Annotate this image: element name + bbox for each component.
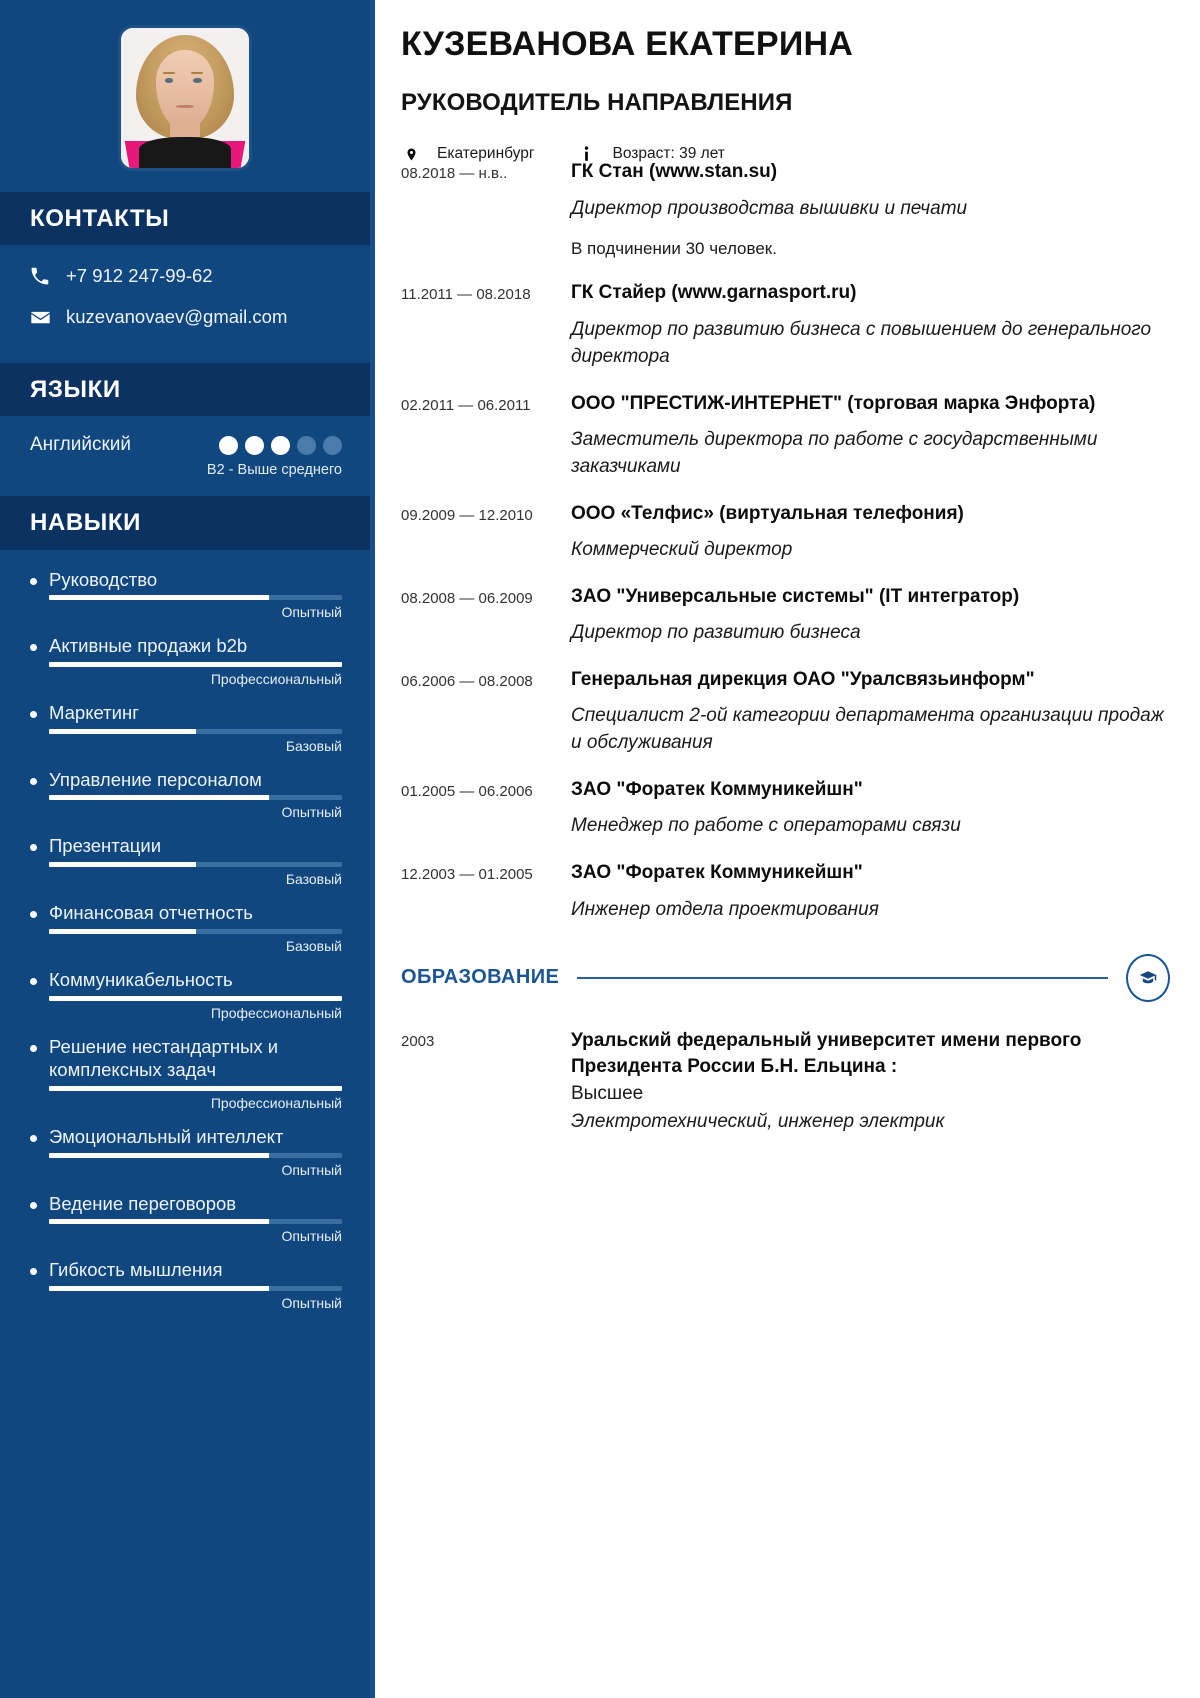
skill-progress-fill: [49, 795, 269, 800]
skill-progress-fill: [49, 1086, 342, 1091]
bullet-icon: [30, 1268, 37, 1275]
experience-position: Коммерческий директор: [571, 538, 793, 560]
skills-heading-band: [0, 496, 370, 549]
skill-label: Презентации: [49, 835, 162, 857]
graduation-cap-icon: [1126, 954, 1170, 1002]
sidebar: [0, 0, 370, 1698]
phone-value: +7 912 247-99-62: [66, 265, 213, 287]
experience-date: 12.2003 — 01.2005: [401, 866, 533, 884]
skill-item: [30, 1258, 342, 1311]
skill-name-row: [30, 1125, 342, 1149]
portrait-photo: [121, 28, 249, 168]
meta-age-value: Возраст: 39 лет: [612, 145, 725, 163]
contact-item-email[interactable]: [30, 304, 342, 331]
experience-company: ООО «Телфис» (виртуальная телефония): [571, 502, 964, 524]
skill-item: [30, 834, 342, 887]
skill-progress-bar: [49, 996, 342, 1001]
language-level: B2 - Выше среднего: [206, 462, 342, 479]
experience-item: [401, 280, 1170, 370]
skill-progress-fill: [49, 929, 196, 934]
job-role-title: РУКОВОДИТЕЛЬ НАПРАВЛЕНИЯ: [401, 89, 793, 117]
skill-progress-bar: [49, 729, 342, 734]
skill-level: Опытный: [281, 1228, 342, 1245]
skill-item: [30, 634, 342, 687]
experience-item: [401, 391, 1170, 481]
skill-name-row: [30, 1035, 342, 1082]
skill-name-row: [30, 768, 342, 792]
experience-position: Заместитель директора по работе с государственными заказчиками: [571, 428, 1098, 477]
experience-item: [401, 667, 1170, 757]
experience-body: [571, 159, 1170, 260]
bullet-icon: [30, 844, 37, 851]
experience-date: 02.2011 — 06.2011: [401, 396, 531, 414]
contacts-heading-band: [0, 192, 370, 245]
experience-position: Директор по развитию бизнеса: [571, 622, 861, 644]
experience-company: ЗАО "Форатек Коммуникейшн": [571, 862, 863, 884]
experience-item: [401, 777, 1170, 840]
skill-label: Решение нестандартных и комплексных задач: [49, 1035, 279, 1081]
skill-item: [30, 901, 342, 954]
skill-progress-bar: [49, 929, 342, 934]
skills-heading: НАВЫКИ: [30, 509, 141, 537]
bullet-icon: [30, 778, 37, 785]
email-value: kuzevanovaev@gmail.com: [66, 306, 288, 328]
experience-position: Директор по развитию бизнеса с повышением до генерального директора: [571, 318, 1152, 367]
experience-date: 08.2018 — н.в..: [401, 165, 508, 183]
skill-progress-bar: [49, 795, 342, 800]
skill-level: Базовый: [285, 937, 342, 954]
education-section-title: ОБРАЗОВАНИЕ: [401, 966, 560, 989]
skill-label: Эмоциональный интеллект: [49, 1125, 284, 1147]
skill-name-row: [30, 834, 342, 858]
bullet-icon: [30, 1135, 37, 1142]
bullet-icon: [30, 978, 37, 985]
bullet-icon: [30, 578, 37, 585]
experience-company: ЗАО "Форатек Коммуникейшн": [571, 779, 863, 801]
skill-level: Опытный: [281, 1294, 342, 1311]
skill-item: [30, 701, 342, 754]
skill-level: Профессиональный: [210, 1094, 342, 1111]
photo-container: [0, 0, 370, 192]
skill-level: Базовый: [285, 871, 342, 888]
experience-item: [401, 860, 1170, 923]
skill-name-row: [30, 1258, 342, 1282]
skill-label: Финансовая отчетность: [49, 902, 253, 924]
skill-progress-bar: [49, 1153, 342, 1158]
contact-item-phone[interactable]: [30, 263, 342, 290]
skill-progress-fill: [49, 662, 342, 667]
skill-item: [30, 968, 342, 1021]
skill-level: Профессиональный: [210, 1004, 342, 1021]
education-section-header: [401, 954, 1170, 1002]
skill-label: Активные продажи b2b: [49, 635, 248, 657]
skill-label: Управление персоналом: [49, 768, 262, 790]
skill-progress-bar: [49, 862, 342, 867]
skill-progress-fill: [49, 996, 342, 1001]
main-content: [375, 0, 1200, 1698]
experience-date: 08.2008 — 06.2009: [401, 589, 533, 607]
bullet-icon: [30, 644, 37, 651]
experience-position: Менеджер по работе с операторами связи: [571, 815, 961, 837]
skill-progress-fill: [49, 1219, 269, 1224]
skill-progress-fill: [49, 862, 196, 867]
bullet-icon: [30, 911, 37, 918]
skill-level: Профессиональный: [210, 671, 342, 688]
experience-body: [571, 584, 1170, 647]
skill-level: Опытный: [281, 1161, 342, 1178]
skill-progress-fill: [49, 1286, 269, 1291]
education-body: [571, 1028, 1170, 1136]
skill-name-row: [30, 1192, 342, 1216]
experience-company: ГК Стайер (www.garnasport.ru): [571, 282, 857, 304]
skill-name-row: [30, 701, 342, 725]
experience-date: 01.2005 — 06.2006: [401, 783, 533, 801]
skill-level: Базовый: [285, 737, 342, 754]
contacts-list: [0, 245, 370, 363]
education-level: Высшее: [571, 1082, 644, 1104]
languages-heading: ЯЗЫКИ: [30, 376, 121, 404]
language-name: Английский: [30, 434, 132, 456]
experience-item: [401, 501, 1170, 564]
skill-progress-bar: [49, 595, 342, 600]
experience-position: Инженер отдела проектирования: [571, 898, 879, 920]
experience-list: [401, 159, 1170, 923]
skill-progress-bar: [49, 1286, 342, 1291]
skill-progress-bar: [49, 1219, 342, 1224]
skill-level: Опытный: [281, 804, 342, 821]
section-divider-line: [577, 977, 1108, 979]
experience-item: [401, 159, 1170, 260]
skill-item: [30, 1035, 342, 1111]
experience-position: Директор производства вышивки и печати: [571, 197, 968, 219]
experience-company: ГК Стан (www.stan.su): [571, 161, 778, 183]
skill-progress-bar: [49, 662, 342, 667]
skill-item: [30, 1125, 342, 1178]
experience-note: В подчинении 30 человек.: [571, 238, 777, 258]
experience-date: 11.2011 — 08.2018: [401, 286, 531, 304]
bullet-icon: [30, 1202, 37, 1209]
language-item: [30, 434, 342, 478]
education-specialty: Электротехнический, инженер электрик: [571, 1111, 945, 1133]
skill-name-row: [30, 634, 342, 658]
skill-progress-fill: [49, 595, 269, 600]
meta-location-value: Екатеринбург: [437, 145, 535, 163]
experience-company: ЗАО "Универсальные системы" (IT интегратор): [571, 585, 1020, 607]
experience-date: 06.2006 — 08.2008: [401, 673, 533, 691]
experience-body: [571, 777, 1170, 840]
languages-list: [0, 416, 370, 496]
skill-progress-fill: [49, 1153, 269, 1158]
envelope-icon: [30, 306, 56, 328]
experience-body: [571, 391, 1170, 481]
experience-item: [401, 584, 1170, 647]
page-title: КУЗЕВАНОВА ЕКАТЕРИНА: [401, 25, 853, 63]
education-list: [401, 1028, 1170, 1136]
skill-label: Маркетинг: [49, 702, 139, 724]
experience-date: 09.2009 — 12.2010: [401, 506, 533, 524]
skill-label: Коммуникабельность: [49, 968, 233, 990]
skill-progress-bar: [49, 1086, 342, 1091]
skill-label: Руководство: [49, 568, 158, 590]
skill-level: Опытный: [281, 604, 342, 621]
avatar: [121, 28, 249, 168]
skill-name-row: [30, 901, 342, 925]
skill-label: Гибкость мышления: [49, 1259, 223, 1281]
skill-label: Ведение переговоров: [49, 1192, 237, 1214]
experience-body: [571, 860, 1170, 923]
education-institution: Уральский федеральный университет имени первого Президента России Б.Н. Ельцина :: [571, 1029, 1082, 1078]
experience-body: [571, 280, 1170, 370]
experience-body: [571, 501, 1170, 564]
skill-item: [30, 1192, 342, 1245]
bullet-icon: [30, 1045, 37, 1052]
experience-body: [571, 667, 1170, 757]
experience-company: ООО "ПРЕСТИЖ-ИНТЕРНЕТ" (торговая марка Энфорта): [571, 392, 1096, 414]
education-item: [401, 1028, 1170, 1136]
contacts-heading: КОНТАКТЫ: [30, 205, 170, 232]
phone-icon: [30, 265, 56, 287]
experience-position: Специалист 2-ой категории департамента организации продаж и обслуживания: [571, 705, 1164, 754]
skill-item: [30, 768, 342, 821]
skill-name-row: [30, 968, 342, 992]
languages-heading-band: [0, 363, 370, 416]
skills-list: [0, 550, 370, 1343]
bullet-icon: [30, 711, 37, 718]
skill-name-row: [30, 568, 342, 592]
education-date: 2003: [401, 1032, 435, 1050]
skill-item: [30, 568, 342, 621]
skill-progress-fill: [49, 729, 196, 734]
language-rating-dots: [219, 436, 342, 455]
experience-company: Генеральная дирекция ОАО "Уралсвязьинформ": [571, 669, 1035, 691]
